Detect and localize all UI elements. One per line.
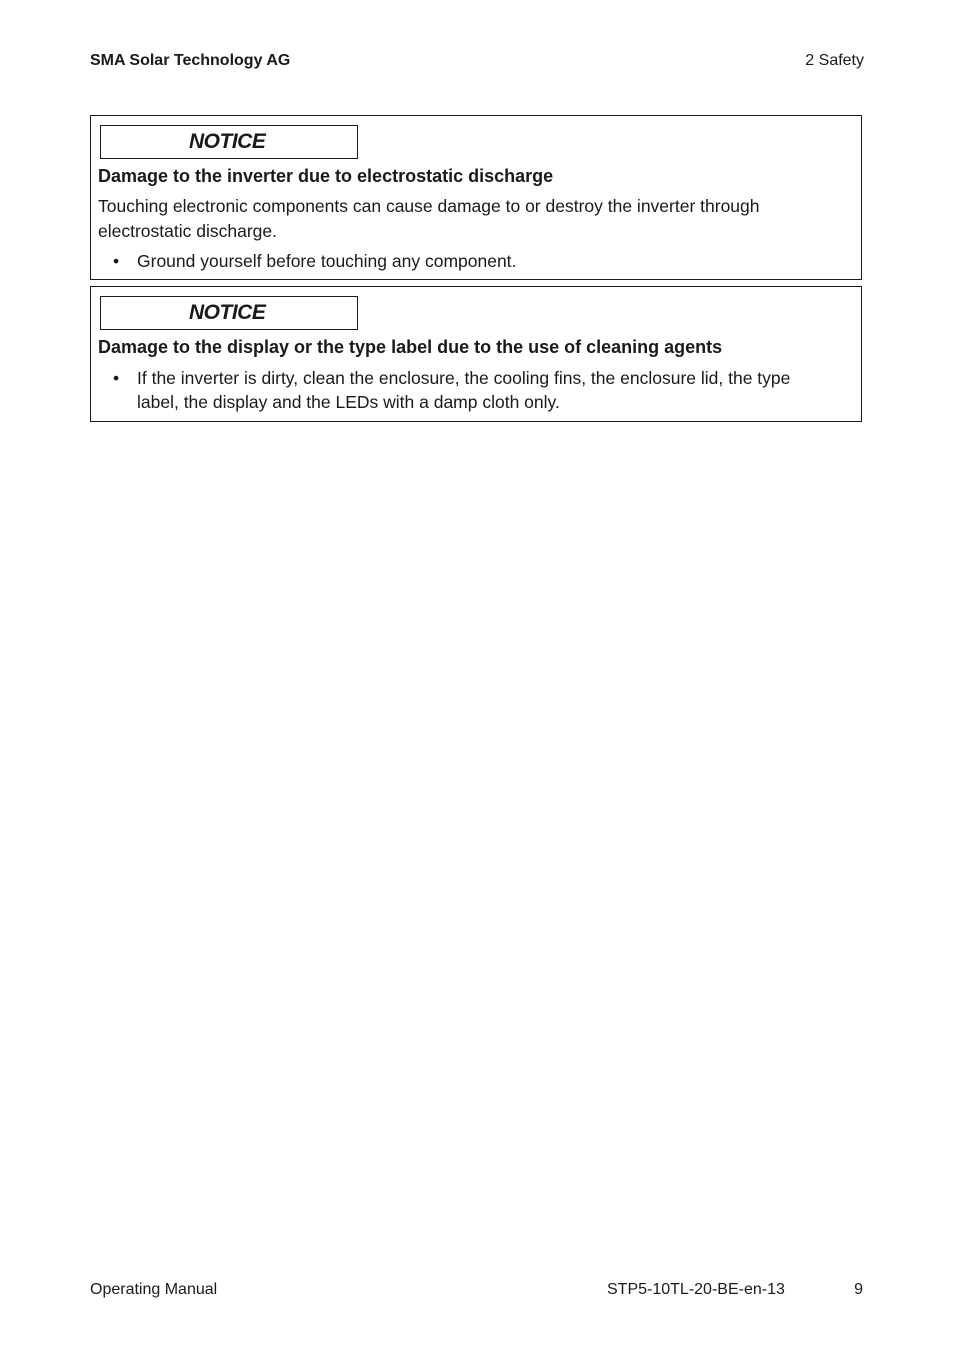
notice-label: NOTICE — [189, 130, 266, 153]
header-company: SMA Solar Technology AG — [90, 52, 291, 69]
notice-label: NOTICE — [189, 301, 266, 324]
bullet-text: Ground yourself before touching any component. — [137, 251, 517, 271]
bullet-icon: • — [113, 251, 120, 271]
notice-body: Touching electronic components can cause damage to or destroy the inverter through electrostatic discharge. — [98, 196, 760, 241]
bullet-text: If the inverter is dirty, clean the enclosure, the cooling fins, the enclosure lid, the type label, the display and the LEDs with a damp cloth only. — [137, 368, 791, 412]
header-section: 2 Safety — [805, 52, 864, 69]
list-item — [113, 249, 837, 273]
notice-title: Damage to the inverter due to electrostatic discharge — [98, 166, 554, 186]
page-number: 9 — [854, 1281, 863, 1298]
footer-doc-id: STP5-10TL-20-BE-en-13 — [607, 1281, 785, 1298]
notice-title: Damage to the display or the type label due to the use of cleaning agents — [98, 337, 723, 357]
footer-manual-type: Operating Manual — [90, 1281, 218, 1298]
bullet-icon: • — [113, 368, 120, 388]
notice-box-cleaning-agents — [90, 286, 862, 422]
notice-box-electrostatic — [90, 115, 862, 280]
notice-label-box — [100, 296, 358, 330]
notice-label-box — [100, 125, 358, 159]
list-item — [113, 366, 837, 414]
